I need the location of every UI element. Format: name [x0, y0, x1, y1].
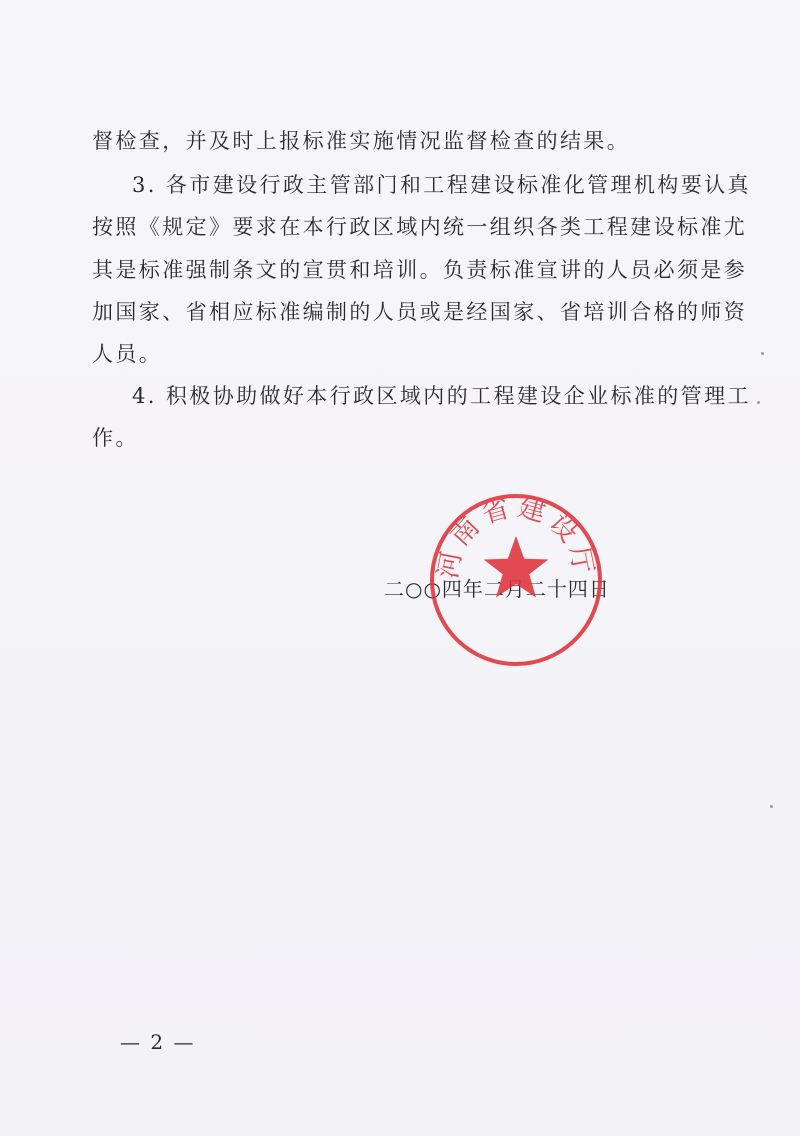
seal-star-icon — [484, 536, 549, 598]
paragraph-line-6: 人员。 — [92, 342, 163, 366]
paper-speck — [761, 352, 764, 355]
paragraph-line-8: 作。 — [92, 426, 139, 450]
paragraph-line-1: 督检查，并及时上报标准实施情况监督检查的结果。 — [92, 129, 631, 153]
paragraph-line-3: 按照《规定》要求在本行政区域内统一组织各类工程建设标准尤 — [92, 215, 748, 239]
document-date: 二○○四年二月二十四日 — [384, 577, 610, 601]
paragraph-line-2: 3. 各市建设行政主管部门和工程建设标准化管理机构要认真 — [132, 173, 751, 197]
paper-speck — [757, 401, 760, 404]
paper-speck — [770, 805, 773, 808]
seal-text: 河南省建设厅 — [432, 492, 600, 582]
page-number: — 2 — — [120, 1030, 196, 1054]
official-seal — [428, 492, 604, 668]
paragraph-line-7: 4. 积极协助做好本行政区域内的工程建设企业标准的管理工 — [132, 384, 751, 408]
paragraph-line-4: 其是标准强制条文的宣贯和培训。负责标准宣讲的人员必须是参 — [92, 258, 748, 282]
paragraph-line-5: 加国家、省相应标准编制的人员或是经国家、省培训合格的师资 — [92, 300, 748, 324]
